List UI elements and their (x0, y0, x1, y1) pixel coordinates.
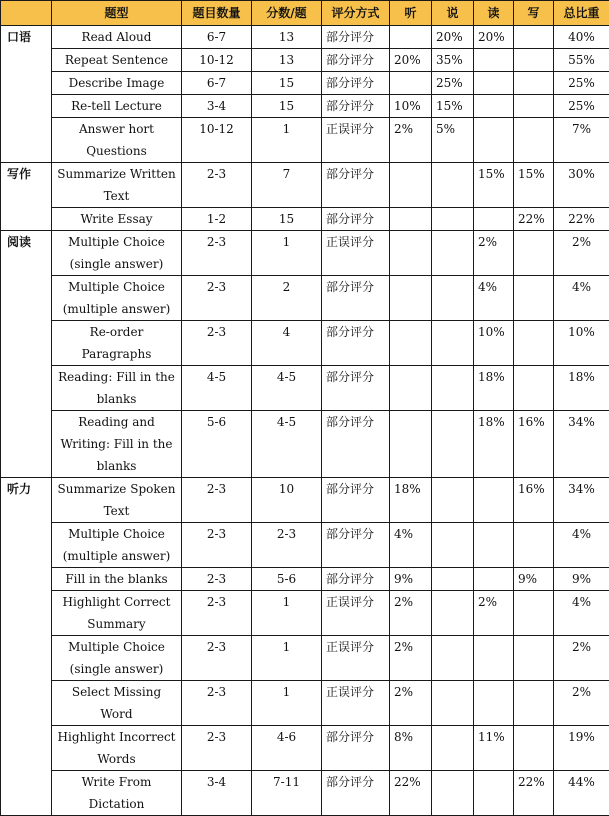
cell-read: 11% (474, 726, 514, 771)
cell-method: 部分评分 (322, 726, 390, 771)
cell-method: 正误评分 (322, 681, 390, 726)
cell-type: Summarize Written Text (52, 163, 182, 208)
cell-read: 10% (474, 321, 514, 366)
cell-listen: 2% (390, 118, 432, 163)
cell-speak (432, 276, 474, 321)
table-row (1, 276, 609, 321)
cell-score: 15 (252, 72, 322, 95)
table-row (1, 231, 609, 276)
table-row (1, 95, 609, 118)
cell-method: 部分评分 (322, 771, 390, 816)
cell-method: 部分评分 (322, 72, 390, 95)
cell-total: 7% (554, 118, 609, 163)
cell-type: Select Missing Word (52, 681, 182, 726)
cell-type: Re-tell Lecture (52, 95, 182, 118)
cell-listen: 18% (390, 478, 432, 523)
cell-read (474, 208, 514, 231)
cell-total: 18% (554, 366, 609, 411)
cell-type: Highlight Incorrect Words (52, 726, 182, 771)
header-category (1, 1, 52, 26)
cell-speak (432, 231, 474, 276)
table-row (1, 726, 609, 771)
cell-write (514, 276, 554, 321)
cell-listen: 9% (390, 568, 432, 591)
cell-score: 15 (252, 95, 322, 118)
table-row (1, 771, 609, 816)
header-listen: 听 (390, 1, 432, 26)
cell-speak (432, 681, 474, 726)
cell-listen: 20% (390, 49, 432, 72)
cell-total: 44% (554, 771, 609, 816)
cell-read (474, 681, 514, 726)
table-row (1, 49, 609, 72)
header-method: 评分方式 (322, 1, 390, 26)
cell-speak (432, 726, 474, 771)
cell-count: 3-4 (182, 95, 252, 118)
cell-score: 1 (252, 118, 322, 163)
table-row (1, 72, 609, 95)
cell-speak (432, 636, 474, 681)
section-category: 听力 (1, 478, 52, 816)
cell-method: 部分评分 (322, 366, 390, 411)
cell-count: 3-4 (182, 771, 252, 816)
table-header (1, 1, 609, 26)
cell-score: 1 (252, 591, 322, 636)
cell-count: 6-7 (182, 26, 252, 49)
cell-type: Multiple Choice (single answer) (52, 231, 182, 276)
cell-speak (432, 523, 474, 568)
cell-speak (432, 568, 474, 591)
cell-total: 9% (554, 568, 609, 591)
cell-type: Read Aloud (52, 26, 182, 49)
table-row (1, 568, 609, 591)
cell-count: 2-3 (182, 591, 252, 636)
cell-write (514, 591, 554, 636)
header-write: 写 (514, 1, 554, 26)
cell-method: 部分评分 (322, 411, 390, 478)
cell-write: 22% (514, 771, 554, 816)
cell-write (514, 366, 554, 411)
cell-speak: 15% (432, 95, 474, 118)
cell-count: 2-3 (182, 276, 252, 321)
cell-count: 1-2 (182, 208, 252, 231)
cell-read (474, 95, 514, 118)
cell-read: 2% (474, 591, 514, 636)
section-category: 写作 (1, 163, 52, 231)
cell-type: Write Essay (52, 208, 182, 231)
cell-listen: 8% (390, 726, 432, 771)
cell-write: 9% (514, 568, 554, 591)
cell-total: 4% (554, 591, 609, 636)
cell-score: 5-6 (252, 568, 322, 591)
cell-count: 2-3 (182, 523, 252, 568)
cell-method: 正误评分 (322, 231, 390, 276)
cell-method: 部分评分 (322, 568, 390, 591)
table-row (1, 478, 609, 523)
cell-score: 15 (252, 208, 322, 231)
cell-read: 18% (474, 411, 514, 478)
cell-count: 2-3 (182, 163, 252, 208)
table-row (1, 321, 609, 366)
header-read: 读 (474, 1, 514, 26)
cell-listen: 4% (390, 523, 432, 568)
cell-speak (432, 771, 474, 816)
table-row (1, 366, 609, 411)
cell-type: Summarize Spoken Text (52, 478, 182, 523)
cell-read (474, 478, 514, 523)
cell-total: 19% (554, 726, 609, 771)
cell-listen (390, 411, 432, 478)
cell-read (474, 771, 514, 816)
cell-score: 7 (252, 163, 322, 208)
cell-write (514, 118, 554, 163)
cell-speak (432, 163, 474, 208)
cell-write (514, 636, 554, 681)
cell-total: 55% (554, 49, 609, 72)
cell-listen (390, 366, 432, 411)
cell-total: 25% (554, 72, 609, 95)
cell-write (514, 681, 554, 726)
cell-speak: 35% (432, 49, 474, 72)
cell-count: 2-3 (182, 636, 252, 681)
table-row (1, 523, 609, 568)
cell-listen (390, 72, 432, 95)
cell-read: 2% (474, 231, 514, 276)
cell-type: Write From Dictation (52, 771, 182, 816)
header-score: 分数/题 (252, 1, 322, 26)
cell-score: 2 (252, 276, 322, 321)
cell-write (514, 95, 554, 118)
cell-write: 16% (514, 411, 554, 478)
cell-read (474, 118, 514, 163)
cell-count: 2-3 (182, 321, 252, 366)
cell-write (514, 321, 554, 366)
cell-method: 部分评分 (322, 321, 390, 366)
cell-write: 22% (514, 208, 554, 231)
table-body (1, 26, 609, 816)
cell-score: 4 (252, 321, 322, 366)
cell-listen (390, 321, 432, 366)
cell-listen: 22% (390, 771, 432, 816)
cell-method: 正误评分 (322, 591, 390, 636)
cell-type: Repeat Sentence (52, 49, 182, 72)
cell-total: 2% (554, 231, 609, 276)
cell-method: 部分评分 (322, 26, 390, 49)
cell-write (514, 231, 554, 276)
cell-listen (390, 231, 432, 276)
cell-method: 部分评分 (322, 49, 390, 72)
cell-count: 2-3 (182, 681, 252, 726)
cell-type: Re-order Paragraphs (52, 321, 182, 366)
cell-listen: 10% (390, 95, 432, 118)
cell-method: 正误评分 (322, 636, 390, 681)
cell-listen: 2% (390, 681, 432, 726)
cell-count: 2-3 (182, 726, 252, 771)
cell-total: 25% (554, 95, 609, 118)
cell-speak (432, 478, 474, 523)
header-total: 总比重 (554, 1, 609, 26)
cell-write: 16% (514, 478, 554, 523)
cell-count: 2-3 (182, 568, 252, 591)
cell-speak (432, 591, 474, 636)
cell-count: 10-12 (182, 49, 252, 72)
table-row (1, 118, 609, 163)
cell-read (474, 568, 514, 591)
cell-count: 10-12 (182, 118, 252, 163)
cell-type: Fill in the blanks (52, 568, 182, 591)
cell-total: 2% (554, 636, 609, 681)
cell-total: 30% (554, 163, 609, 208)
cell-type: Answer hort Questions (52, 118, 182, 163)
cell-score: 2-3 (252, 523, 322, 568)
header-count: 题目数量 (182, 1, 252, 26)
cell-method: 部分评分 (322, 95, 390, 118)
cell-read (474, 72, 514, 95)
cell-write (514, 26, 554, 49)
cell-write (514, 726, 554, 771)
cell-speak (432, 411, 474, 478)
table-row (1, 681, 609, 726)
cell-total: 4% (554, 523, 609, 568)
cell-type: Multiple Choice (single answer) (52, 636, 182, 681)
cell-listen: 2% (390, 591, 432, 636)
cell-read: 15% (474, 163, 514, 208)
cell-write: 15% (514, 163, 554, 208)
cell-score: 1 (252, 231, 322, 276)
cell-listen (390, 163, 432, 208)
cell-total: 2% (554, 681, 609, 726)
cell-score: 4-5 (252, 411, 322, 478)
cell-method: 部分评分 (322, 478, 390, 523)
cell-total: 4% (554, 276, 609, 321)
cell-count: 2-3 (182, 478, 252, 523)
cell-read (474, 636, 514, 681)
cell-score: 13 (252, 49, 322, 72)
cell-read: 18% (474, 366, 514, 411)
cell-type: Reading and Writing: Fill in the blanks (52, 411, 182, 478)
cell-listen (390, 208, 432, 231)
table-row (1, 636, 609, 681)
cell-method: 部分评分 (322, 163, 390, 208)
cell-type: Multiple Choice (multiple answer) (52, 276, 182, 321)
cell-count: 5-6 (182, 411, 252, 478)
cell-total: 34% (554, 411, 609, 478)
cell-listen (390, 26, 432, 49)
cell-count: 6-7 (182, 72, 252, 95)
cell-listen: 2% (390, 636, 432, 681)
cell-read (474, 49, 514, 72)
cell-score: 4-6 (252, 726, 322, 771)
cell-write (514, 523, 554, 568)
cell-count: 2-3 (182, 231, 252, 276)
section-category: 阅读 (1, 231, 52, 478)
cell-total: 34% (554, 478, 609, 523)
cell-score: 7-11 (252, 771, 322, 816)
cell-write (514, 72, 554, 95)
cell-type: Reading: Fill in the blanks (52, 366, 182, 411)
cell-total: 10% (554, 321, 609, 366)
cell-method: 部分评分 (322, 523, 390, 568)
cell-speak: 20% (432, 26, 474, 49)
cell-read: 4% (474, 276, 514, 321)
cell-speak (432, 321, 474, 366)
table-row (1, 163, 609, 208)
header-speak: 说 (432, 1, 474, 26)
cell-listen (390, 276, 432, 321)
cell-read: 20% (474, 26, 514, 49)
cell-type: Highlight Correct Summary (52, 591, 182, 636)
table-row (1, 26, 609, 49)
cell-method: 部分评分 (322, 276, 390, 321)
cell-speak (432, 208, 474, 231)
cell-total: 22% (554, 208, 609, 231)
table-row (1, 411, 609, 478)
cell-type: Multiple Choice (multiple answer) (52, 523, 182, 568)
header-type: 题型 (52, 1, 182, 26)
table-row (1, 591, 609, 636)
cell-score: 10 (252, 478, 322, 523)
cell-speak (432, 366, 474, 411)
cell-score: 1 (252, 636, 322, 681)
cell-count: 4-5 (182, 366, 252, 411)
cell-speak: 25% (432, 72, 474, 95)
cell-score: 4-5 (252, 366, 322, 411)
cell-score: 13 (252, 26, 322, 49)
section-category: 口语 (1, 26, 52, 163)
header-row (1, 1, 609, 26)
table-row (1, 208, 609, 231)
cell-total: 40% (554, 26, 609, 49)
cell-write (514, 49, 554, 72)
cell-score: 1 (252, 681, 322, 726)
cell-read (474, 523, 514, 568)
cell-method: 部分评分 (322, 208, 390, 231)
cell-type: Describe Image (52, 72, 182, 95)
cell-speak: 5% (432, 118, 474, 163)
cell-method: 正误评分 (322, 118, 390, 163)
